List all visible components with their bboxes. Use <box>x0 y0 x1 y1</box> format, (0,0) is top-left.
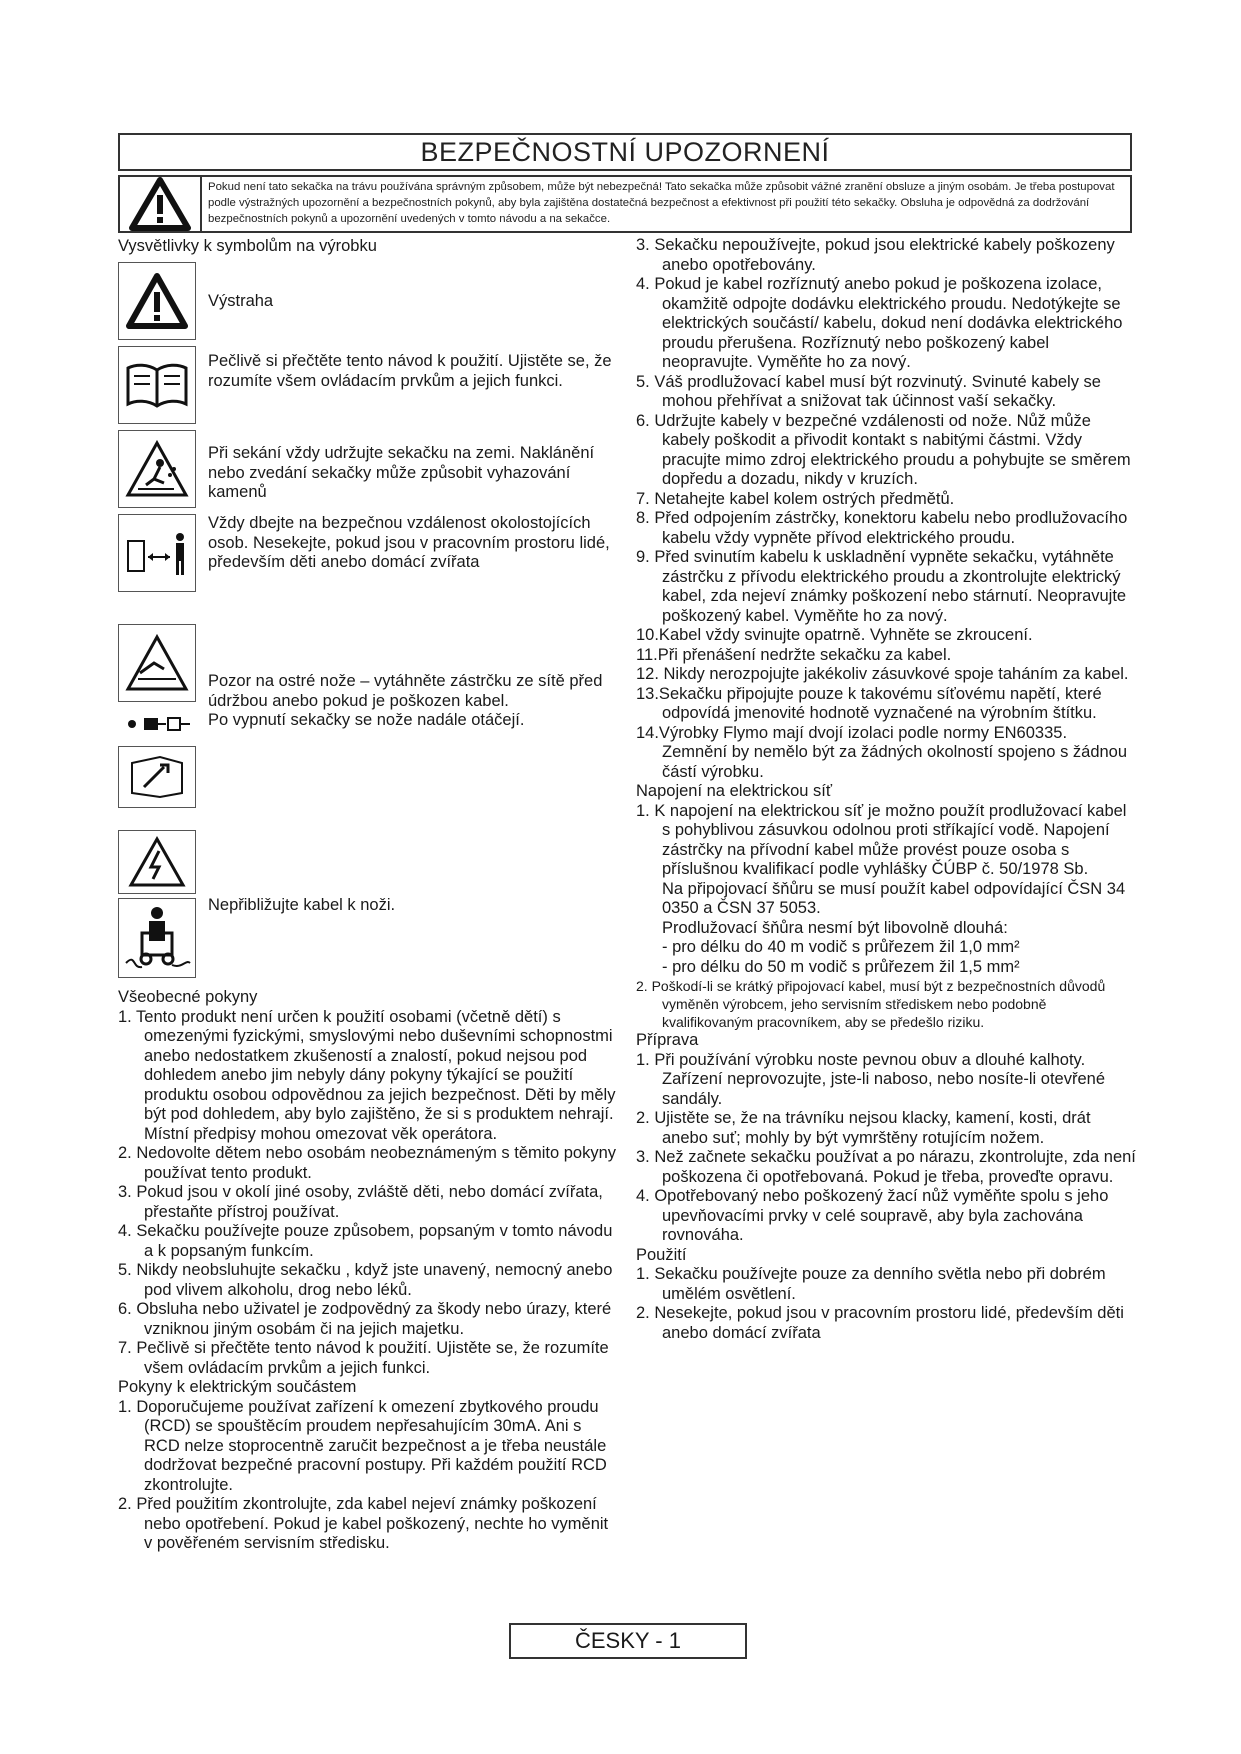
general-item: 4. Sekačku používejte pouze způsobem, popsaným v tomto návodu a k popsaným funkcím. <box>118 1222 613 1260</box>
right-column <box>636 236 1136 1343</box>
usage-item: 2. Nesekejte, pokud jsou v pracovním prostoru lidé, především děti anebo domácí zvířata <box>636 1304 1124 1342</box>
mains-item: 2. Poškodí-li se krátký připojovací kabel, musí být z bezpečnostních důvodů vyměněn výrobcem, jeho servisním střediskem nebo podobně kvalifikovaným pracovníkem, aby se předešlo riziku. <box>636 978 1106 1030</box>
open-book-icon <box>118 346 196 424</box>
preparation-item: 4. Opotřebovaný nebo poškozený žací nůž vyměňte spolu s jeho upevňovacími prvky v celé soupravě, aby byla zachována rovnováha. <box>636 1187 1109 1244</box>
symbols-heading: Vysvětlivky k symbolům na výrobku <box>118 237 377 255</box>
electrical-item: 6. Udržujte kabely v bezpečné vzdálenosti od nože. Nůž může kabely poškodit a přivodit kontakt s nabitými částmi. Vždy pracujte mimo zdroj elektrického proudu a pohybujte se směrem dopředu a dozadu, nikdy v kruzích. <box>636 411 1131 488</box>
warning-triangle-icon <box>120 177 202 231</box>
electrical-item: 9. Před svinutím kabelu k uskladnění vypněte sekačku, vytáhněte zástrčku z přívodu elektrického proudu a zkontrolujte elektrický kabel, zda nejeví známky poškození nebo stárnutí. Neopravujte poškozený kabel. Vyměňte ho za nový. <box>636 548 1127 625</box>
mains-subitem: - pro délku do 50 m vodič s průřezem žil 1,5 mm² <box>662 957 1020 976</box>
symbol-text: Po vypnutí sekačky se nože nadále otáčejí. <box>208 711 525 729</box>
page-title: BEZPEČNOSTNÍ UPOZORNENÍ <box>118 133 1132 171</box>
preparation-item: 1. Při používání výrobku noste pevnou obuv a dlouhé kalhoty. Zařízení neprovozujte, jste-li naboso, nebo nosíte-li otevřené sandály. <box>636 1050 1106 1108</box>
usage-item: 1. Sekačku používejte pouze za denního světla nebo při dobrém umělém osvětlení. <box>636 1265 1106 1303</box>
electrical-item: 1. Doporučujeme používat zařízení k omezení zbytkového proudu (RCD) se spouštěcím proudem nepřesahujícím 30mA. Ani s RCD nelze stoprocentně zaručit bezpečnost a je třeba neustále dodržovat bezpečné pracovní postupy. Při každém použití RCD zkontrolujte. <box>118 1397 607 1494</box>
unplug-icon <box>118 706 196 742</box>
electrical-item: 7. Netahejte kabel kolem ostrých předmětů. <box>636 489 955 508</box>
symbol-row-blades <box>118 624 618 830</box>
warning-icon <box>118 262 196 340</box>
general-item: 6. Obsluha nebo uživatel je zodpovědný za škody nebo úrazy, které vzniknou jiným osobám či na jejich majetku. <box>118 1300 612 1338</box>
left-column <box>118 236 618 1554</box>
warning-box <box>118 175 1132 233</box>
mains-heading: Napojení na elektrickou síť <box>636 782 833 800</box>
electrical-item: 4. Pokud je kabel rozříznutý anebo pokud je poškozena izolace, okamžitě odpojte dodávku elektrického proudu. Nedotýkejte se elektrických součástí/ kabelu, dokud není dodávka elektrického proudu přerušena. Rozříznutý nebo poškozený kabel neopravujte. Vyměňte ho za nový. <box>636 275 1123 371</box>
maintenance-book-icon <box>118 746 196 808</box>
electrical-item: 10.Kabel vždy svinujte opatrně. Vyhněte se zkroucení. <box>636 626 1033 644</box>
electrical-item: 11.Při přenášení nedržte sekačku za kabel. <box>636 645 952 664</box>
preparation-item: 2. Ujistěte se, že na trávníku nejsou klacky, kamení, kosti, drát anebo suť; mohly by být vymrštěny rotujícím nožem. <box>636 1109 1091 1147</box>
symbol-text: Vždy dbejte na bezpečnou vzdálenost okolostojících osob. Nesekejte, pokud jsou v pracovním prostoru lidé, především děti anebo domácí zvířata <box>208 514 610 571</box>
general-item: 5. Nikdy neobsluhujte sekačku , když jste unavený, nemocný anebo pod vlivem alkoholu, drog nebo léků. <box>118 1261 613 1299</box>
general-item: 2. Nedovolte dětem nebo osobám neobeznámeným s těmito pokyny používat tento produkt. <box>118 1144 617 1182</box>
symbol-row-manual <box>118 346 618 430</box>
electrical-item: 13.Sekačku připojujte pouze k takovému síťovému napětí, které odpovídá jmenovité hodnotě vyznačené na výrobním štítku. <box>636 684 1102 722</box>
electrical-item: 3. Sekačku nepoužívejte, pokud jsou elektrické kabely poškozeny anebo opotřebovány. <box>636 236 1115 274</box>
general-item: 3. Pokud jsou v okolí jiné osoby, zvláště děti, nebo domácí zvířata, přestaňte přístroj používat. <box>118 1183 603 1221</box>
warning-text: Pokud není tato sekačka na trávu používána správným způsobem, může být nebezpečná! Tato sekačka může způsobit vážné zranění obsluze a jiným osobám. Je třeba postupovat podle výstražných upozornění a bezpečnostních pokynů, aby byla zajištěna dostatečná bezpečnost a efektivnost při použití této sekačky. Obsluha je odpovědná za dodržování bezpečnostních pokynů a upozornění uvedených v tomto návodu a na sekačce. <box>208 181 1115 225</box>
cable-away-from-blade-icon <box>118 898 196 978</box>
thrown-stones-icon <box>118 430 196 508</box>
symbol-row-cable <box>118 830 618 982</box>
electric-shock-icon <box>118 830 196 894</box>
electrical-heading: Pokyny k elektrickým součástem <box>118 1378 357 1396</box>
symbol-text: Nepřibližujte kabel k noži. <box>208 896 396 914</box>
mains-subitem: Na připojovací šňůru se musí použít kabel odpovídající ČSN 34 0350 a ČSN 37 5053. <box>662 879 1126 917</box>
electrical-item: 12. Nikdy nerozpojujte jakékoliv zásuvkové spoje taháním za kabel. <box>636 665 1129 683</box>
sharp-blades-icon <box>118 624 196 702</box>
mains-subitem: Prodlužovací šňůra nesmí být libovolně dlouhá: <box>662 918 1008 937</box>
preparation-item: 3. Než začnete sekačku používat a po nárazu, zkontrolujte, zda není poškozena či opotřebovaná. Pokud je třeba, proveďte opravu. <box>636 1148 1136 1186</box>
symbol-text: Pozor na ostré nože – vytáhněte zástrčku ze sítě před údržbou anebo pokud je poškozen kabel. <box>208 672 603 710</box>
mains-subitem: - pro délku do 40 m vodič s průřezem žil 1,0 mm² <box>662 938 1020 956</box>
electrical-item: 8. Před odpojením zástrčky, konektoru kabelu nebo prodlužovacího kabelu vždy vypněte přívod elektrického proudu. <box>636 509 1128 547</box>
general-heading: Všeobecné pokyny <box>118 988 258 1006</box>
safe-distance-icon <box>118 514 196 592</box>
electrical-item: 2. Před použitím zkontrolujte, zda kabel nejeví známky poškození nebo opotřebení. Pokud je kabel poškozený, nechte ho vyměnit v pověřeném servisním středisku. <box>118 1495 609 1552</box>
symbol-text: Pečlivě si přečtěte tento návod k použití. Ujistěte se, že rozumíte všem ovládacím prvkům a jejich funkci. <box>208 352 612 390</box>
symbol-text: Při sekání vždy udržujte sekačku na zemi. Naklánění nebo zvedání sekačky může způsobit vyhazování kamenů <box>208 444 595 501</box>
mains-item: 1. K napojení na elektrickou síť je možno použít prodlužovací kabel s pohyblivou zásuvkou odolnou proti stříkající vodě. Napojení zástrčky na přívodní kabel může provést pouze osoba s příslušnou kvalifikací podle vyhlášky ČÚBP č. 50/1978 Sb. <box>636 801 1127 878</box>
page-footer: ČESKY - 1 <box>509 1623 747 1659</box>
electrical-item: 14.Výrobky Flymo mají dvojí izolaci podle normy EN60335. Zemnění by nemělo být za žádných okolností spojeno s žádnou částí výrobku. <box>636 723 1128 781</box>
usage-heading: Použití <box>636 1245 687 1264</box>
general-item: 1. Tento produkt není určen k použití osobami (včetně dětí) s omezenými fyzickými, smyslovými nebo duševními schopnostmi anebo nedostatkem zkušeností a znalostí, pokud nejsou pod dohledem anebo jim nebyly dány pokyny týkající se použití produktu osobou odpovědnou za jejich bezpečnost. Děti by měly být pod dohledem, aby bylo zajištěno, že si s produktem nehrají. Místní předpisy mohou omezovat věk operátora. <box>118 1007 616 1143</box>
electrical-item: 5. Váš prodlužovací kabel musí být rozvinutý. Svinuté kabely se mohou přehřívat a snižovat tak účinnost vaší sekačky. <box>636 372 1101 410</box>
symbol-row-distance <box>118 514 618 624</box>
preparation-heading: Příprava <box>636 1031 699 1049</box>
general-item: 7. Pečlivě si přečtěte tento návod k použití. Ujistěte se, že rozumíte všem ovládacím prvkům a jejich funkci. <box>118 1339 609 1377</box>
symbol-row-stones <box>118 430 618 514</box>
symbol-text-group <box>208 624 618 731</box>
symbol-row-warning <box>118 262 618 346</box>
symbol-text: Výstraha <box>208 292 274 310</box>
